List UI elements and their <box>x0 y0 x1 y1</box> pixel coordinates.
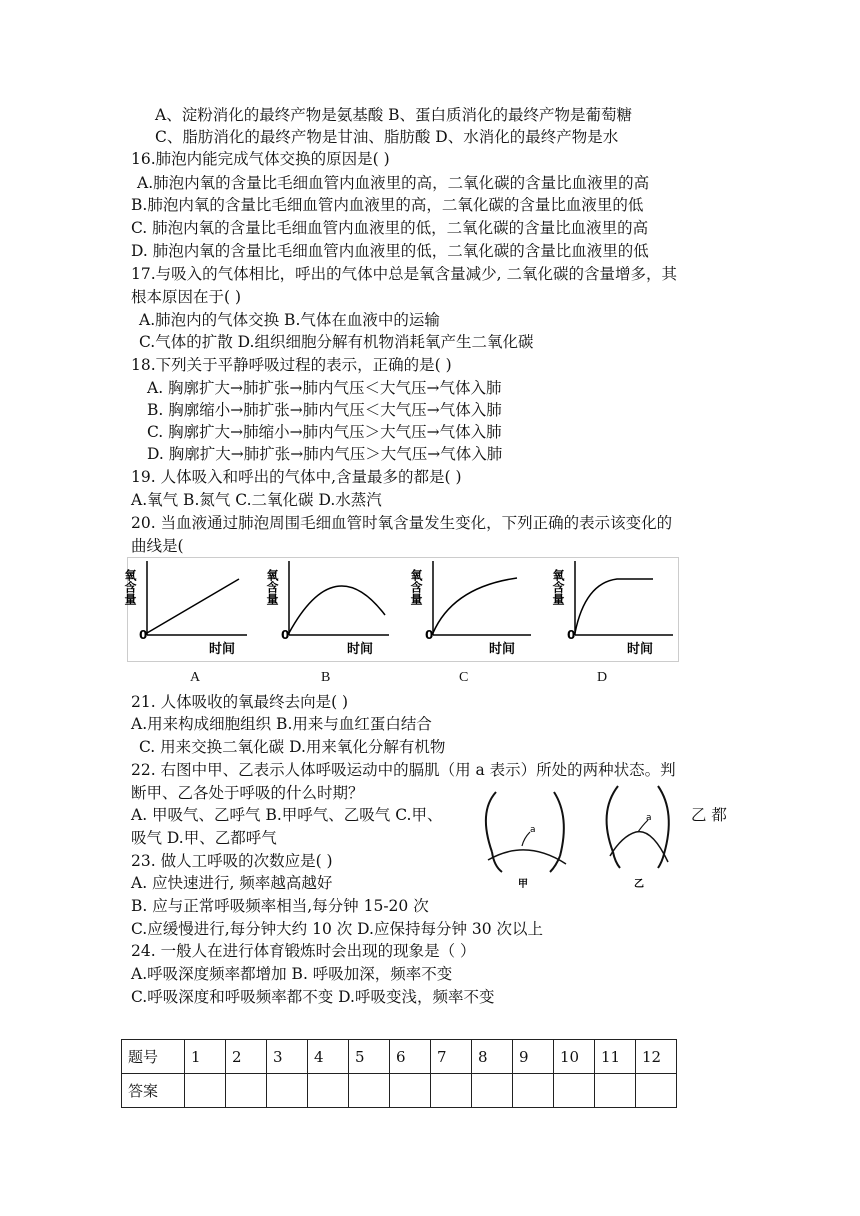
table-row-numbers <box>122 1040 677 1074</box>
diaphragm-yi <box>610 832 668 862</box>
option-23-b: B. 应与正常呼吸频率相当,每分钟 15-20 次 <box>131 897 429 915</box>
curve-d <box>575 579 653 633</box>
header-number: 题号 <box>122 1040 185 1074</box>
label-yi: 乙 <box>634 879 644 890</box>
answer-cell[interactable] <box>472 1074 513 1108</box>
table-cell-number: 3 <box>267 1040 308 1074</box>
table-cell-number: 2 <box>226 1040 267 1074</box>
question-17-line1: 17.与吸入的气体相比，呼出的气体中总是氧含量减少, 二氧化碳的含量增多，其 <box>131 265 678 283</box>
table-row-answers <box>122 1074 677 1108</box>
chart-b <box>265 561 389 657</box>
option-18-a: A. 胸廓扩大→肺扩张→肺内气压＜大气压→气体入肺 <box>147 379 502 397</box>
table-cell-number: 1 <box>185 1040 226 1074</box>
diaphragm-jia <box>488 850 566 864</box>
ylabel-c: 氧含量 <box>409 569 423 605</box>
question-19: 19. 人体吸入和呼出的气体中,含量最多的都是( ) <box>131 468 462 486</box>
option-16-b: B.肺泡内氧的含量比毛细血管内血液里的高，二氧化碳的含量比血液里的低 <box>131 196 644 214</box>
question-21: 21. 人体吸收的氧最终去向是( ) <box>131 693 349 711</box>
table-cell-number: 6 <box>390 1040 431 1074</box>
origin-a: 0 <box>139 628 148 642</box>
option-15-cd: C、脂肪消化的最终产物是甘油、脂肪酸 D、水消化的最终产物是水 <box>155 128 619 146</box>
curve-c <box>433 578 517 633</box>
chart-c <box>409 561 531 657</box>
option-22-d: 吸气 D.甲、乙都呼气 <box>131 829 277 847</box>
ylabel-b: 氧含量 <box>265 569 279 605</box>
answer-cell[interactable] <box>308 1074 349 1108</box>
header-answer: 答案 <box>122 1074 185 1108</box>
question-20-line1: 20. 当血液通过肺泡周围毛细血管时氧含量发生变化，下列正确的表示该变化的 <box>131 514 673 532</box>
answer-cell[interactable] <box>267 1074 308 1108</box>
answer-cell[interactable] <box>513 1074 554 1108</box>
table-cell-number: 9 <box>513 1040 554 1074</box>
question-22-line2: 断甲、乙各处于呼吸的什么时期？ <box>131 784 364 802</box>
answer-table <box>121 1039 677 1108</box>
answer-cell[interactable] <box>636 1074 677 1108</box>
question-17-line2: 根本原因在于( ) <box>131 288 242 306</box>
option-22-c-end: 乙 都 <box>691 806 727 824</box>
option-18-c: C. 胸廓扩大→肺缩小→肺内气压＞大气压→气体入肺 <box>147 423 502 441</box>
question-18: 18.下列关于平静呼吸过程的表示，正确的是( ) <box>131 356 452 374</box>
answer-cell[interactable] <box>185 1074 226 1108</box>
label-jia: 甲 <box>518 879 528 890</box>
chart-label-c: C <box>459 670 469 685</box>
option-15-ab: A、淀粉消化的最终产物是氨基酸 B、蛋白质消化的最终产物是葡萄糖 <box>155 106 633 124</box>
diagram-yi <box>607 786 669 890</box>
option-23-cd: C.应缓慢进行,每分钟大约 10 次 D.应保持每分钟 30 次以上 <box>131 920 544 938</box>
option-21-ab: A.用来构成细胞组织 B.用来与血红蛋白结合 <box>131 715 432 733</box>
table-cell-number: 4 <box>308 1040 349 1074</box>
diagram-jia <box>486 792 566 890</box>
chart-label-a: A <box>190 670 201 685</box>
table-cell-number: 7 <box>431 1040 472 1074</box>
table-cell-number: 5 <box>349 1040 390 1074</box>
option-24-ab: A.呼吸深度频率都增加 B. 呼吸加深，频率不变 <box>131 965 453 983</box>
ylabel-d: 氧含量 <box>551 569 565 605</box>
label-a-yi: a <box>646 813 652 823</box>
option-18-b: B. 胸廓缩小→肺扩张→肺内气压＜大气压→气体入肺 <box>147 401 502 419</box>
question-23: 23. 做人工呼吸的次数应是( ) <box>131 852 333 870</box>
origin-b: 0 <box>281 628 290 642</box>
xlabel-a: 时间 <box>209 642 236 657</box>
option-22-abc: A. 甲吸气、乙呼气 B.甲呼气、乙吸气 C.甲、 <box>131 806 443 824</box>
ylabel-a: 氧含量 <box>123 569 137 605</box>
answer-cell[interactable] <box>431 1074 472 1108</box>
curve-b <box>289 586 385 633</box>
question-24: 24. 一般人在进行体育锻炼时会出现的现象是（ ） <box>131 942 476 960</box>
answer-cell[interactable] <box>390 1074 431 1108</box>
option-19: A.氧气 B.氮气 C.二氧化碳 D.水蒸汽 <box>131 491 382 509</box>
answer-cell[interactable] <box>554 1074 595 1108</box>
table-cell-number: 12 <box>636 1040 677 1074</box>
diaphragm-diagram <box>478 782 678 892</box>
question-22-line1: 22. 右图中甲、乙表示人体呼吸运动中的膈肌（用 a 表示）所处的两种状态。判 <box>131 761 676 779</box>
option-23-a: A. 应快速进行, 频率越高越好 <box>131 874 333 892</box>
table-cell-number: 11 <box>595 1040 636 1074</box>
answer-cell[interactable] <box>595 1074 636 1108</box>
option-16-d: D. 肺泡内氧的含量比毛细血管内血液里的低，二氧化碳的含量比血液里的低 <box>131 242 649 260</box>
option-16-a: A.肺泡内氧的含量比毛细血管内血液里的高，二氧化碳的含量比血液里的高 <box>137 174 650 192</box>
option-17-ab: A.肺泡内的气体交换 B.气体在血液中的运输 <box>139 311 440 329</box>
chart-a <box>123 561 247 657</box>
oxygen-curve-charts <box>123 557 679 663</box>
answer-cell[interactable] <box>349 1074 390 1108</box>
option-24-cd: C.呼吸深度和呼吸频率都不变 D.呼吸变浅，频率不变 <box>131 988 495 1006</box>
origin-c: 0 <box>425 628 434 642</box>
question-20-line2: 曲线是( <box>131 537 184 555</box>
question-16: 16.肺泡内能完成气体交换的原因是( ) <box>131 150 390 168</box>
chart-label-b: B <box>321 670 331 685</box>
option-18-d: D. 胸廓扩大→肺扩张→肺内气压＞大气压→气体入肺 <box>147 445 503 463</box>
option-17-cd: C.气体的扩散 D.组织细胞分解有机物消耗氧产生二氧化碳 <box>139 333 534 351</box>
origin-d: 0 <box>567 628 576 642</box>
table-cell-number: 10 <box>554 1040 595 1074</box>
curve-a <box>147 579 239 633</box>
xlabel-d: 时间 <box>627 642 654 657</box>
xlabel-c: 时间 <box>489 642 516 657</box>
xlabel-b: 时间 <box>347 642 374 657</box>
answer-cell[interactable] <box>226 1074 267 1108</box>
chart-d <box>551 561 673 657</box>
option-16-c: C. 肺泡内氧的含量比毛细血管内血液里的低，二氧化碳的含量比血液里的高 <box>131 219 649 237</box>
chart-label-d: D <box>597 670 608 685</box>
option-21-cd: C. 用来交换二氧化碳 D.用来氧化分解有机物 <box>139 738 446 756</box>
table-cell-number: 8 <box>472 1040 513 1074</box>
label-a-jia: a <box>530 825 536 835</box>
